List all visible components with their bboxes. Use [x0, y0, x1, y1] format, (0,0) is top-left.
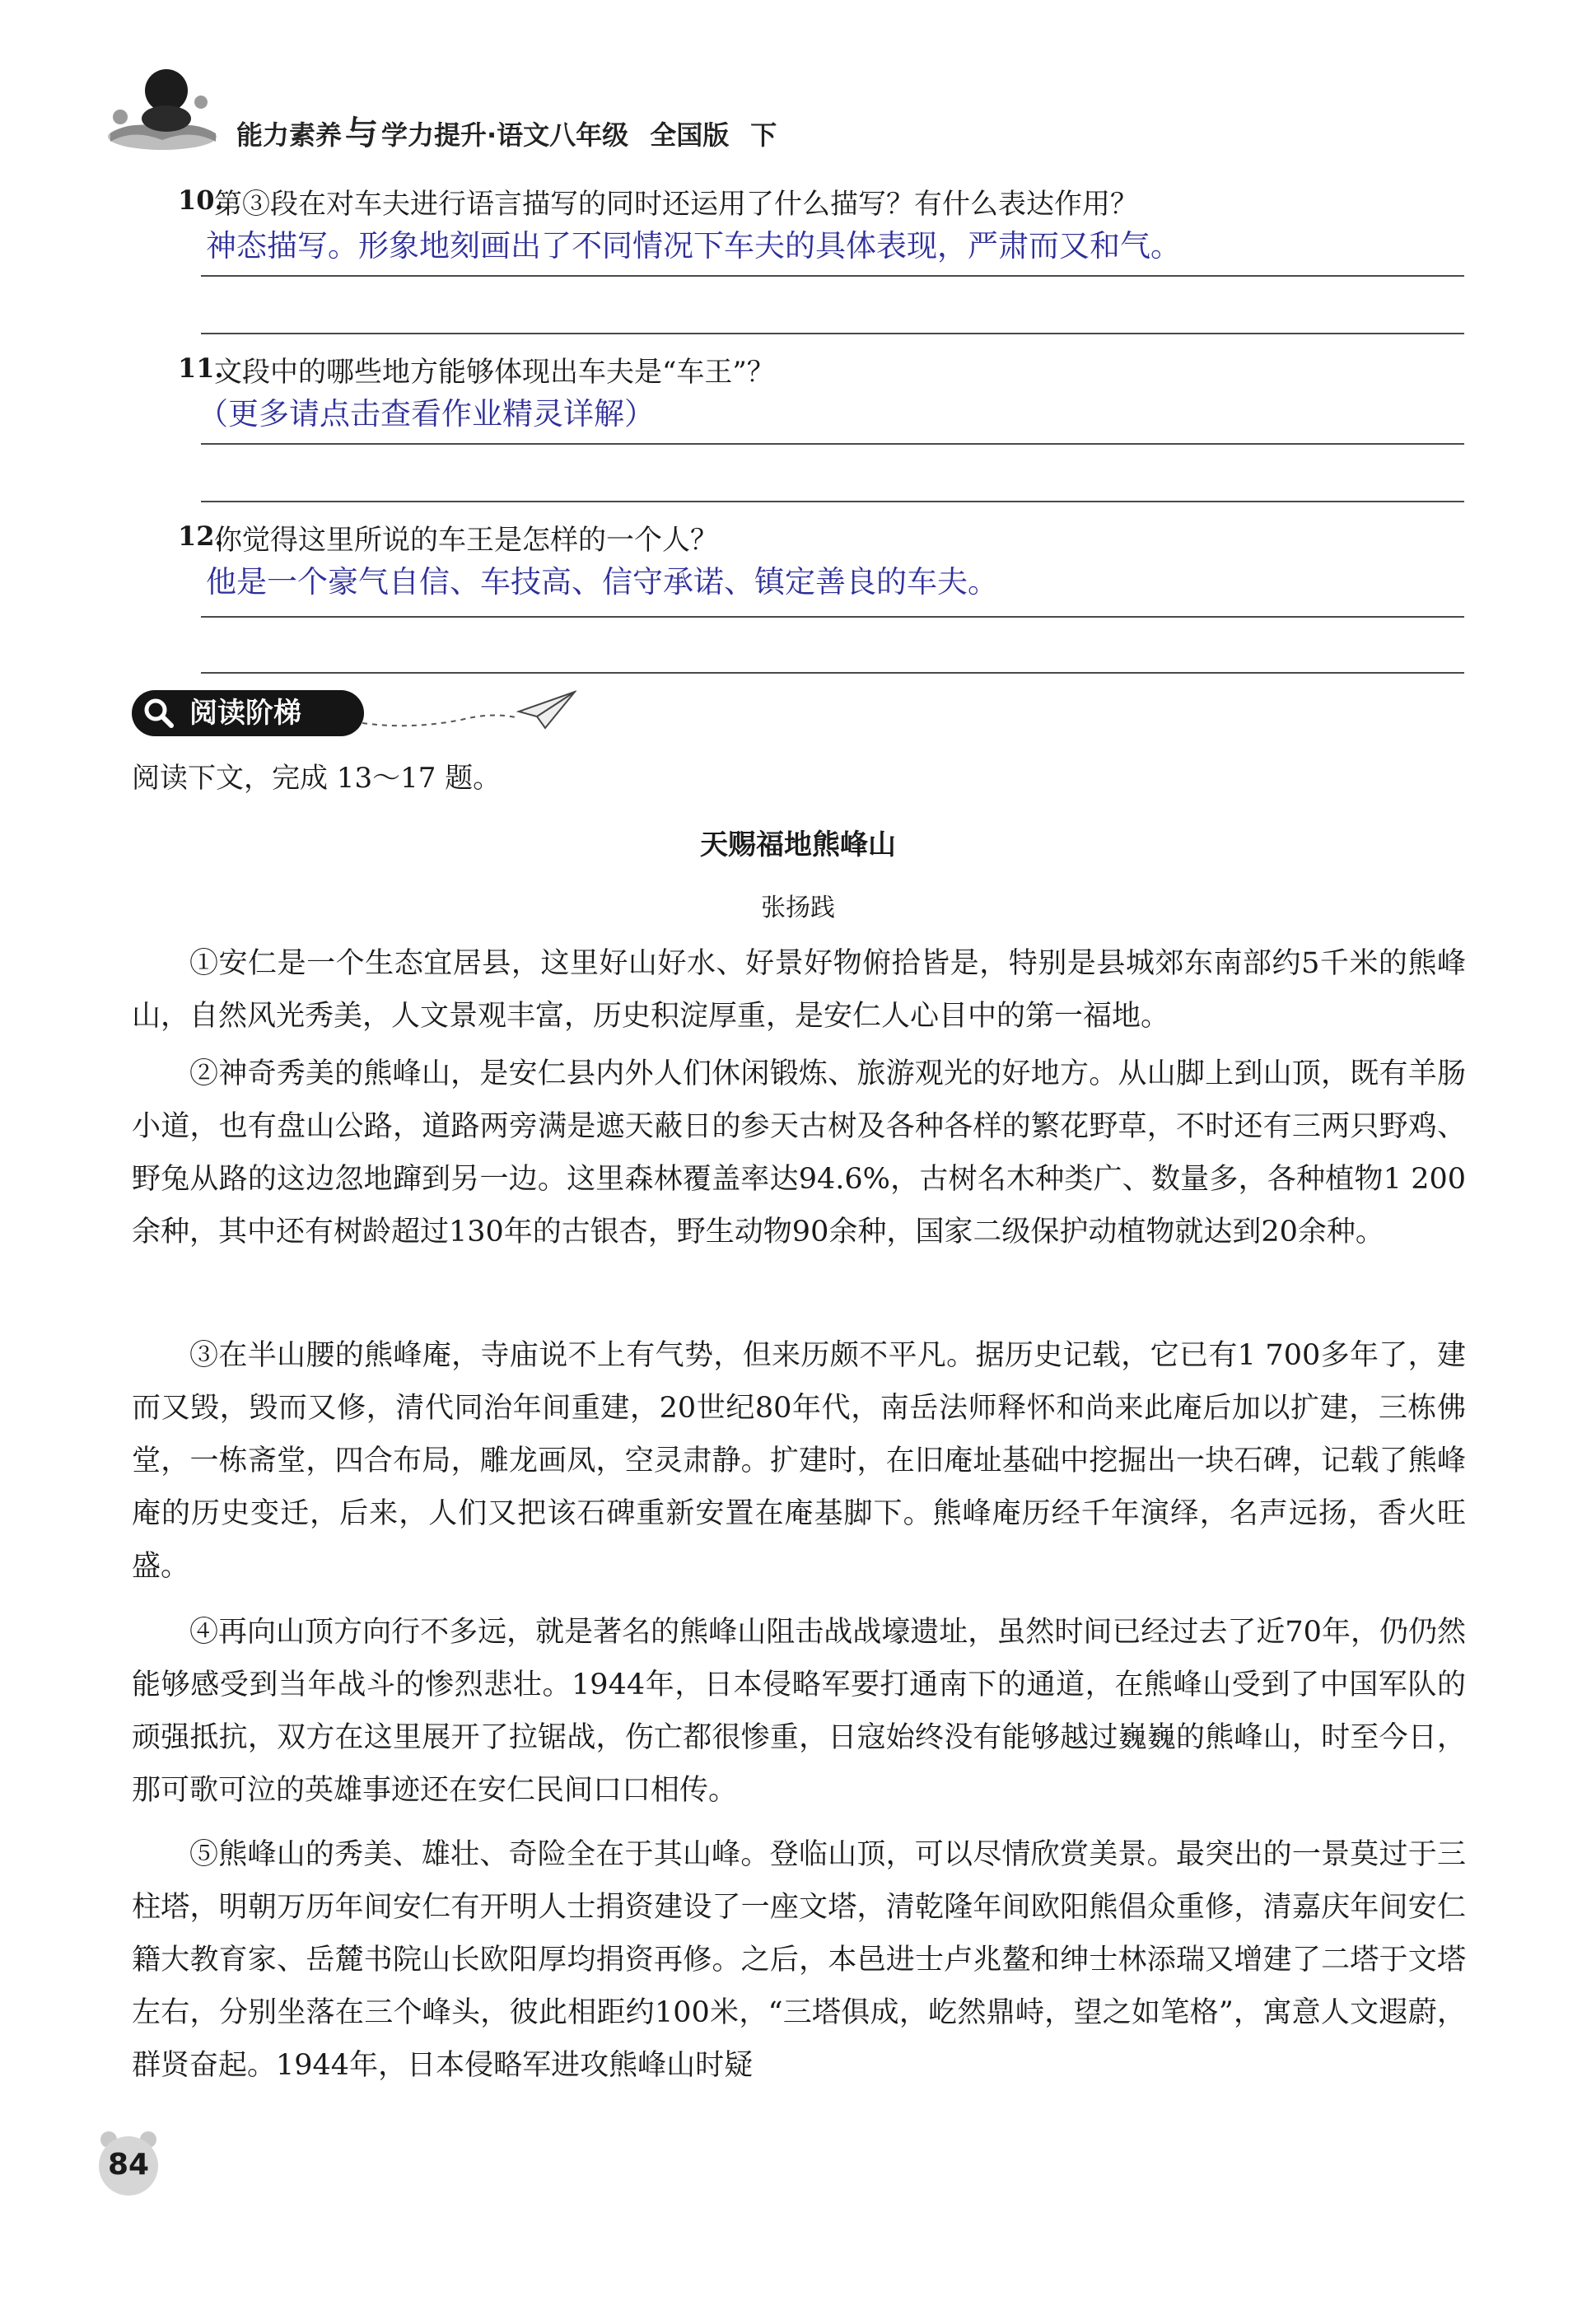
page-number: 84: [107, 2148, 150, 2182]
paper-plane-icon: [362, 687, 576, 736]
article-title: 天赐福地熊峰山: [700, 828, 896, 861]
question-10-answer: 神态描写。形象地刻画出了不同情况下车夫的具体表现，严肃而又和气。: [206, 228, 1181, 264]
magnifier-icon: [142, 697, 178, 730]
article-author: 张扬践: [761, 894, 835, 922]
header-volume: 下: [750, 119, 777, 151]
question-11-text: 文段中的哪些地方能够体现出车夫是“车王”？: [214, 356, 775, 389]
answer-line: [201, 616, 1464, 618]
header-title-connector: 与: [345, 114, 379, 152]
article-paragraph-3: ③在半山腰的熊峰庵，寺庙说不上有气势，但来历颇不平凡。据历史记载，它已有1 700多年了，建而又毁，毁而又修，清代同治年间重建，20世纪80年代，南岳法师释怀和尚来此庵后加以扩建，三栋佛堂，一栋斋堂，四合布局，雕龙画凤，空灵肃静。扩建时，在旧庵址基础中挖掘出一块石碑，记载了熊峰庵的历史变迁，后来，人们又把该石碑重新安置在庵基脚下。熊峰庵历经千年演绎，名声远扬，香火旺盛。: [132, 1339, 1466, 1583]
answer-line: [201, 672, 1464, 674]
question-12-number: 12.: [178, 520, 224, 552]
question-12-text: 你觉得这里所说的车王是怎样的一个人？: [214, 524, 718, 557]
question-11-number: 11.: [178, 352, 224, 384]
question-10-number: 10.: [178, 184, 224, 216]
answer-line: [201, 275, 1464, 277]
header-title-part2: 学力提升·语文八年级: [381, 119, 629, 151]
header-edition: 全国版: [650, 119, 730, 151]
header-title: [236, 107, 777, 154]
badge-label: 阅读阶梯: [189, 697, 301, 730]
question-11-answer: （更多请点击查看作业精灵详解）: [198, 396, 655, 432]
page-number-badge: [92, 2126, 165, 2199]
reading-ladder-badge: [132, 690, 364, 736]
question-10-text: 第③段在对车夫进行语言描写的同时还运用了什么描写？有什么表达作用？: [214, 188, 1138, 221]
answer-line: [201, 443, 1464, 445]
article-paragraph-4: ④再向山顶方向行不多远，就是著名的熊峰山阻击战战壕遗址，虽然时间已经过去了近70年，仍仍然能够感受到当年战斗的惨烈悲壮。1944年，日本侵略军要打通南下的通道，在熊峰山受到了中国军队的顽强抵抗，双方在这里展开了拉锯战，伤亡都很惨重，日寇始终没有能够越过巍巍的熊峰山，时至今日，那可歌可泣的英雄事迹还在安仁民间口口相传。: [132, 1616, 1466, 1807]
section-intro: 阅读下文，完成 13～17 题。: [132, 762, 502, 795]
book-mascot-logo: [100, 61, 224, 160]
article-paragraph-2: ②神奇秀美的熊峰山，是安仁县内外人们休闲锻炼、旅游观光的好地方。从山脚上到山顶，既有羊肠小道，也有盘山公路，道路两旁满是遮天蔽日的参天古树及各种各样的繁花野草，不时还有三两只野鸡、野兔从路的这边忽地蹿到另一边。这里森林覆盖率达94.6%，古树名木种类广、数量多，各种植物1 200余种，其中还有树龄超过130年的古银杏，野生动物90余种，国家二级保护动植物就达到20余种。: [132, 1057, 1466, 1249]
answer-line: [201, 501, 1464, 502]
question-12-answer: 他是一个豪气自信、车技高、信守承诺、镇定善良的车夫。: [206, 564, 998, 600]
article-paragraph-5: ⑤熊峰山的秀美、雄壮、奇险全在于其山峰。登临山顶，可以尽情欣赏美景。最突出的一景莫过于三柱塔，明朝万历年间安仁有开明人士捐资建设了一座文塔，清乾隆年间欧阳熊倡众重修，清嘉庆年间安仁籍大教育家、岳麓书院山长欧阳厚均捐资再修。之后，本邑进士卢兆鳌和绅士林添瑞又增建了二塔于文塔左右，分别坐落在三个峰头，彼此相距约100米，“三塔俱成，屹然鼎峙，望之如笔格”，寓意人文遐蔚，群贤奋起。1944年，日本侵略军进攻熊峰山时疑: [132, 1838, 1466, 2082]
header-title-part1: 能力素养: [236, 119, 343, 151]
answer-line: [201, 333, 1464, 334]
article-paragraph-1: ①安仁是一个生态宜居县，这里好山好水、好景好物俯拾皆是，特别是县城郊东南部约5千米的熊峰山，自然风光秀美，人文景观丰富，历史积淀厚重，是安仁人心目中的第一福地。: [132, 947, 1466, 1033]
